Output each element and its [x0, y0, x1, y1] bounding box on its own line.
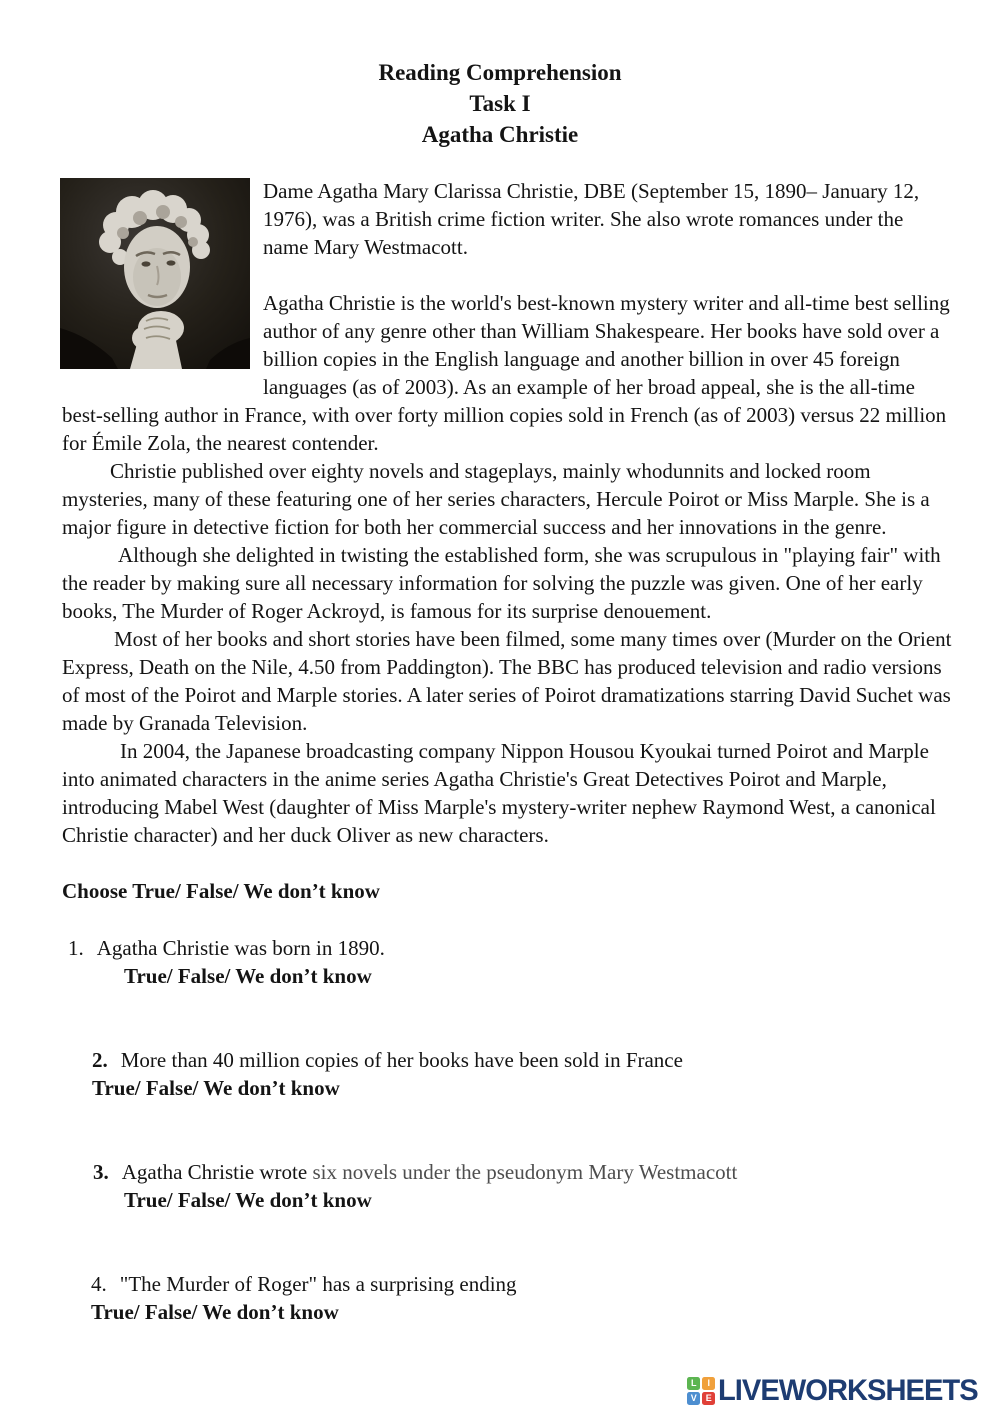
- choose-instruction: Choose True/ False/ We don’t know: [62, 879, 380, 903]
- question-3-number: 3.: [93, 1160, 109, 1184]
- question-4-statement-line: [62, 1270, 954, 1298]
- question-3-options[interactable]: True/ False/ We don’t know: [124, 1188, 372, 1212]
- question-1-number: 1.: [68, 936, 84, 960]
- question-1-statement: Agatha Christie was born in 1890.: [96, 936, 385, 960]
- document-header: [0, 0, 1000, 150]
- question-4-number: 4.: [91, 1272, 107, 1296]
- question-2-options[interactable]: True/ False/ We don’t know: [92, 1076, 340, 1100]
- questions-list: [62, 934, 954, 1326]
- question-3-statement-line: [62, 1158, 954, 1186]
- question-1: [62, 934, 954, 990]
- paragraph-anime: In 2004, the Japanese broadcasting company Nippon Housou Kyoukai turned Poirot and Marple into animated characters in the anime series Agatha Christie's Great Detectives Poirot and Marple, introducing Mabel West (daughter of Miss Marple's mystery-writer nephew Raymond West, a canonical Christie character) and her duck Oliver as new characters.: [62, 739, 936, 847]
- question-2-statement: More than 40 million copies of her books have been sold in France: [120, 1048, 683, 1072]
- title-reading-comprehension: Reading Comprehension: [378, 60, 622, 85]
- title-task: Task I: [469, 91, 531, 116]
- article-body: [62, 177, 954, 849]
- question-4-statement: "The Murder of Roger" has a surprising ending: [119, 1272, 517, 1296]
- logo-tile-l: L: [687, 1377, 700, 1390]
- question-3: [62, 1158, 954, 1214]
- paragraph-published: Christie published over eighty novels and stageplays, mainly whodunnits and locked room mysteries, many of these featuring one of her series characters, Hercule Poirot or Miss Marple. She is a major figure in detective fiction for both her commercial success and her innovations in the genre.: [62, 459, 930, 539]
- logo-tile-i: I: [702, 1377, 715, 1390]
- question-2-statement-line: [62, 1046, 954, 1074]
- question-2: [62, 1046, 954, 1102]
- paragraph-intro: Dame Agatha Mary Clarissa Christie, DBE (September 15, 1890– January 12, 1976), was a British crime fiction writer. She also wrote romances under the name Mary Westmacott.: [263, 179, 920, 259]
- question-4-options[interactable]: True/ False/ We don’t know: [91, 1300, 339, 1324]
- paragraph-best-known: Agatha Christie is the world's best-known mystery writer and all-time best selling author of any genre other than William Shakespeare. Her books have sold over a billion copies in the English language and another billion in over 45 foreign languages (as of 2003). As an example of her broad appeal, she is the all-time best-selling author in France, with over forty million copies sold in French (as of 2003) versus 22 million for Émile Zola, the nearest contender.: [62, 291, 950, 455]
- liveworksheets-brand-text: LIVEWORKSHEETS: [718, 1374, 978, 1407]
- paragraph-playing-fair: Although she delighted in twisting the established form, she was scrupulous in "playing fair" with the reader by making sure all necessary information for solving the puzzle was given. One of her early books, The Murder of Roger Ackroyd, is famous for its surprise denouement.: [62, 543, 941, 623]
- question-2-number: 2.: [92, 1048, 108, 1072]
- logo-tile-e: E: [702, 1392, 715, 1405]
- logo-tile-v: V: [687, 1392, 700, 1405]
- question-4: [62, 1270, 954, 1326]
- question-3-statement-start: Agatha Christie wrote: [121, 1160, 313, 1184]
- question-3-statement-gray: six novels under the pseudonym Mary Westmacott: [312, 1160, 738, 1184]
- liveworksheets-logo[interactable]: [687, 1374, 986, 1408]
- title-agatha-christie: Agatha Christie: [421, 122, 579, 147]
- question-1-statement-line: [62, 934, 954, 962]
- agatha-christie-photo: [60, 178, 250, 369]
- question-1-options[interactable]: True/ False/ We don’t know: [124, 964, 372, 988]
- liveworksheets-icon: [687, 1377, 715, 1405]
- paragraph-filmed: Most of her books and short stories have been filmed, some many times over (Murder on the Orient Express, Death on the Nile, 4.50 from Paddington). The BBC has produced television and radio versions of most of the Poirot and Marple stories. A later series of Poirot dramatizations starring David Suchet was made by Granada Television.: [62, 627, 952, 735]
